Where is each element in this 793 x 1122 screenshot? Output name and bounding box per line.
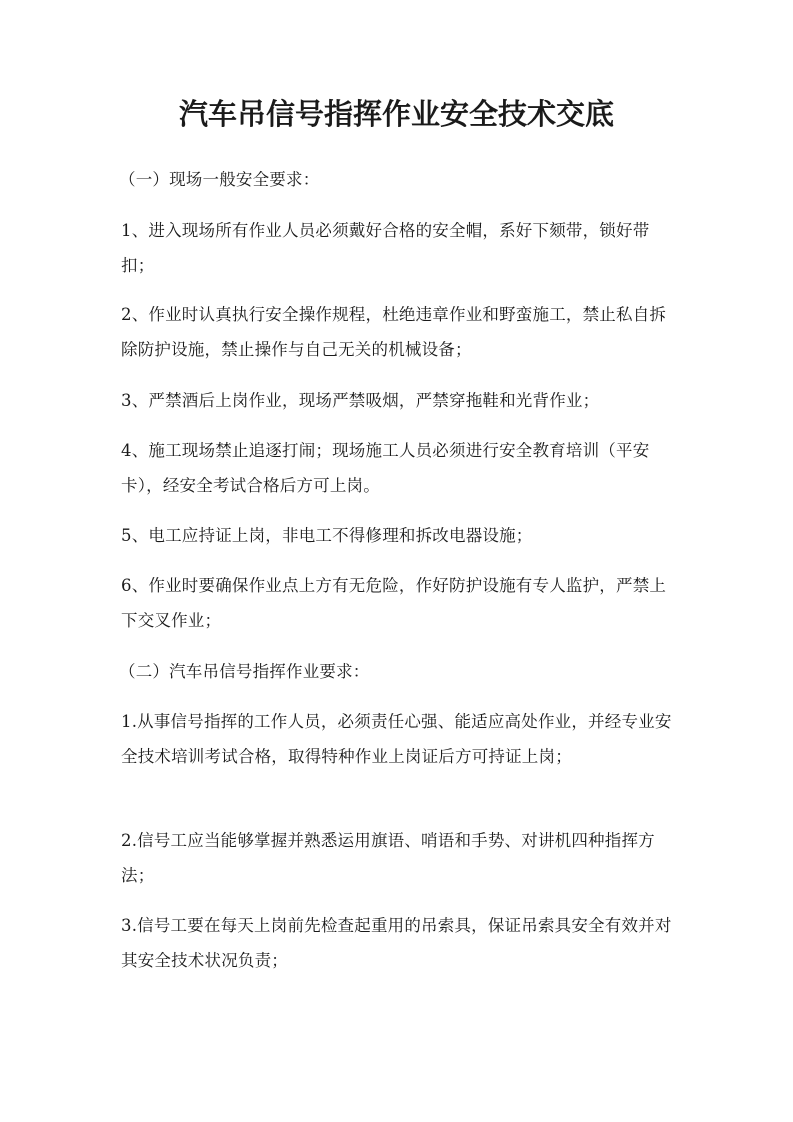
list-item: 2.信号工应当能够掌握并熟悉运用旗语、哨语和手势、对讲机四种指挥方法； [121, 831, 655, 885]
list-item: 3.信号工要在每天上岗前先检查起重用的吊索具，保证吊索具安全有效并对其安全技术状况负责； [121, 916, 672, 970]
section-heading-1: （一）现场一般安全要求： [119, 170, 320, 189]
list-item: 2、作业时认真执行安全操作规程，杜绝违章作业和野蛮施工，禁止私自拆除防护设施，禁止操作与自己无关的机械设备； [121, 305, 667, 359]
list-item: 1、进入现场所有作业人员必须戴好合格的安全帽，系好下颏带，锁好带扣； [121, 221, 650, 275]
list-item: 4、施工现场禁止追逐打闹；现场施工人员必须进行安全教育培训（平安卡），经安全考试合格后方可上岗。 [121, 441, 650, 495]
document-title: 汽车吊信号指挥作业安全技术交底 [178, 97, 614, 131]
list-item: 1.从事信号指挥的工作人员，必须责任心强、能适应高处作业，并经专业安全技术培训考试合格，取得特种作业上岗证后方可持证上岗； [121, 712, 672, 766]
list-item: 5、电工应持证上岗，非电工不得修理和拆改电器设施； [121, 526, 533, 545]
section-heading-2: （二）汽车吊信号指挥作业要求： [119, 662, 370, 681]
list-item: 6、作业时要确保作业点上方有无危险，作好防护设施有专人监护，严禁上下交叉作业； [121, 576, 667, 630]
list-item: 3、严禁酒后上岗作业，现场严禁吸烟，严禁穿拖鞋和光背作业； [121, 391, 600, 410]
